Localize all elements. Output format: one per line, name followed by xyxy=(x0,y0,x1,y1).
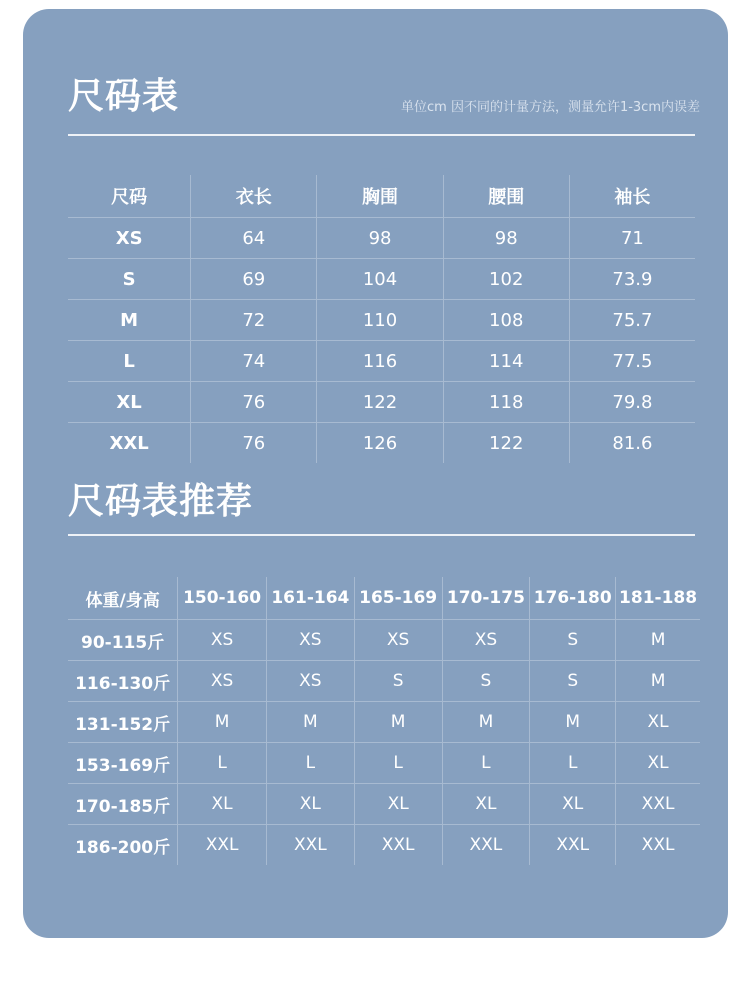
table-cell: M xyxy=(443,702,531,742)
table-cell: 122 xyxy=(444,423,570,463)
table-cell: M xyxy=(267,702,355,742)
table-row xyxy=(68,423,695,463)
table-cell: L xyxy=(178,743,267,783)
table-cell: XL xyxy=(355,784,443,824)
header-cell: 176-180 xyxy=(530,577,616,619)
table-cell: 110 xyxy=(317,300,443,340)
table-cell: XL xyxy=(443,784,531,824)
table-cell: L xyxy=(267,743,355,783)
table-cell: M xyxy=(650,671,666,691)
table-row xyxy=(68,382,695,423)
table-row xyxy=(68,661,700,702)
table-cell: 118 xyxy=(444,382,570,422)
recommend-title: 尺码表推荐 xyxy=(68,481,254,522)
table-cell: M xyxy=(530,702,616,742)
header-cell: 袖长 xyxy=(614,187,651,208)
table-cell: L xyxy=(443,743,531,783)
table-row xyxy=(68,825,700,865)
table-cell: 76 xyxy=(191,382,317,422)
table-row xyxy=(68,620,700,661)
weight-cell: 131-152斤 xyxy=(68,702,178,742)
title-divider xyxy=(68,134,695,136)
table-row xyxy=(68,784,700,825)
table-cell: S xyxy=(530,661,616,701)
header-cell: 150-160 xyxy=(178,577,267,619)
table-cell: 104 xyxy=(317,259,443,299)
table-row xyxy=(68,300,695,341)
table-cell: XL xyxy=(178,784,267,824)
header-cell: 体重/身高 xyxy=(68,577,178,619)
table-cell: 81.6 xyxy=(612,432,653,454)
recommend-table xyxy=(68,577,700,865)
size-cell: XXL xyxy=(68,423,191,463)
table-cell: XS xyxy=(267,661,355,701)
table-cell: XXL xyxy=(530,825,616,865)
table-cell: 102 xyxy=(444,259,570,299)
size-table-header xyxy=(68,175,695,218)
table-cell: XL xyxy=(647,712,669,732)
table-cell: 73.9 xyxy=(612,268,653,290)
header-cell: 170-175 xyxy=(443,577,531,619)
table-cell: 98 xyxy=(317,218,443,258)
weight-cell: 153-169斤 xyxy=(68,743,178,783)
size-table xyxy=(68,175,695,463)
table-cell: XS xyxy=(355,620,443,660)
table-cell: L xyxy=(530,743,616,783)
table-cell: 75.7 xyxy=(612,309,653,331)
table-cell: M xyxy=(650,630,666,650)
table-cell: 122 xyxy=(317,382,443,422)
header-cell: 尺码 xyxy=(68,175,191,217)
table-cell: L xyxy=(355,743,443,783)
table-cell: XXL xyxy=(443,825,531,865)
size-cell: XS xyxy=(68,218,191,258)
table-cell: 71 xyxy=(620,227,644,249)
table-cell: 74 xyxy=(191,341,317,381)
table-cell: XXL xyxy=(641,835,675,855)
table-cell: XXL xyxy=(267,825,355,865)
table-cell: 126 xyxy=(317,423,443,463)
table-cell: S xyxy=(355,661,443,701)
header-cell: 165-169 xyxy=(355,577,443,619)
header-cell: 腰围 xyxy=(444,175,570,217)
table-row xyxy=(68,218,695,259)
table-row xyxy=(68,341,695,382)
recommend-table-header xyxy=(68,577,700,620)
table-cell: XL xyxy=(647,753,669,773)
table-cell: 77.5 xyxy=(612,350,653,372)
size-cell: S xyxy=(68,259,191,299)
table-row xyxy=(68,259,695,300)
header-cell: 衣长 xyxy=(191,175,317,217)
table-cell: 69 xyxy=(191,259,317,299)
table-cell: 108 xyxy=(444,300,570,340)
table-cell: 114 xyxy=(444,341,570,381)
table-cell: XL xyxy=(530,784,616,824)
table-cell: 79.8 xyxy=(612,391,653,413)
table-cell: S xyxy=(530,620,616,660)
size-chart-title: 尺码表 xyxy=(68,76,180,117)
header-cell: 161-164 xyxy=(267,577,355,619)
measurement-note: 单位cm 因不同的计量方法，测量允许1-3cm内误差 xyxy=(401,100,700,115)
weight-cell: 116-130斤 xyxy=(68,661,178,701)
table-cell: XXL xyxy=(178,825,267,865)
size-cell: L xyxy=(68,341,191,381)
table-cell: S xyxy=(443,661,531,701)
weight-cell: 170-185斤 xyxy=(68,784,178,824)
table-cell: M xyxy=(178,702,267,742)
table-cell: XXL xyxy=(641,794,675,814)
table-row xyxy=(68,702,700,743)
weight-cell: 90-115斤 xyxy=(68,620,178,660)
header-cell: 胸围 xyxy=(317,175,443,217)
table-row xyxy=(68,743,700,784)
table-cell: XS xyxy=(267,620,355,660)
table-cell: 72 xyxy=(191,300,317,340)
table-cell: XL xyxy=(267,784,355,824)
table-cell: 76 xyxy=(191,423,317,463)
table-cell: 98 xyxy=(444,218,570,258)
table-cell: M xyxy=(355,702,443,742)
table-cell: XXL xyxy=(355,825,443,865)
table-cell: XS xyxy=(178,620,267,660)
table-cell: 64 xyxy=(191,218,317,258)
recommend-divider xyxy=(68,534,695,536)
size-cell: XL xyxy=(68,382,191,422)
header-cell: 181-188 xyxy=(619,588,698,608)
table-cell: 116 xyxy=(317,341,443,381)
weight-cell: 186-200斤 xyxy=(68,825,178,865)
table-cell: XS xyxy=(178,661,267,701)
table-cell: XS xyxy=(443,620,531,660)
size-cell: M xyxy=(68,300,191,340)
